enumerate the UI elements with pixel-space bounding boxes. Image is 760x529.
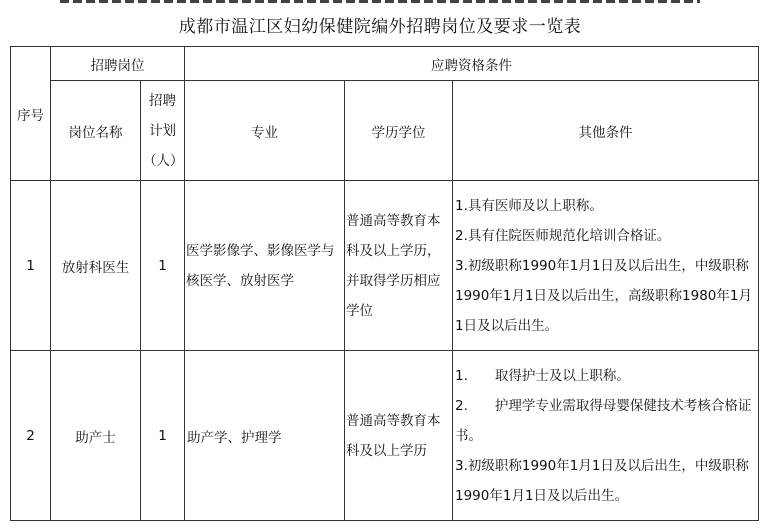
cell-seq: 2 xyxy=(11,351,51,521)
header-qualification-group: 应聘资格条件 xyxy=(185,47,759,81)
page-title: 成都市温江区妇幼保健院编外招聘岗位及要求一览表 xyxy=(178,17,582,37)
cropped-header-text xyxy=(60,0,700,3)
table-row xyxy=(11,351,759,521)
header-seq: 序号 xyxy=(11,47,51,181)
condition-line: 3.初级职称1990年1月1日及以后出生，中级职称1990年1月1日及以后出生，高级职称1980年1月1日及以后出生。 xyxy=(455,257,752,334)
cell-conditions xyxy=(453,181,759,351)
cell-count: 1 xyxy=(141,181,185,351)
cell-conditions xyxy=(453,351,759,521)
table-row xyxy=(11,181,759,351)
header-plan-count: 招聘计划（人） xyxy=(141,81,185,181)
condition-line: 2. 护理学专业需取得母婴保健技术考核合格证书。 xyxy=(455,397,752,444)
recruitment-table xyxy=(10,46,759,521)
cell-major: 助产学、护理学 xyxy=(185,351,345,521)
header-post-name: 岗位名称 xyxy=(51,81,141,181)
cell-seq: 1 xyxy=(11,181,51,351)
condition-line: 2.具有住院医师规范化培训合格证。 xyxy=(455,227,671,244)
cell-post: 助产士 xyxy=(51,351,141,521)
header-other: 其他条件 xyxy=(453,81,759,181)
condition-line: 1.具有医师及以上职称。 xyxy=(455,197,603,214)
cell-degree: 普通高等教育本科及以上学历 xyxy=(345,351,453,521)
header-degree: 学历学位 xyxy=(345,81,453,181)
cell-degree: 普通高等教育本科及以上学历，并取得学历相应学位 xyxy=(345,181,453,351)
cell-post: 放射科医生 xyxy=(51,181,141,351)
cell-count: 1 xyxy=(141,351,185,521)
header-major: 专业 xyxy=(185,81,345,181)
condition-line: 1. 取得护士及以上职称。 xyxy=(455,367,630,384)
cell-major: 医学影像学、影像医学与核医学、放射医学 xyxy=(185,181,345,351)
header-post-group: 招聘岗位 xyxy=(51,47,185,81)
condition-line: 3.初级职称1990年1月1日及以后出生，中级职称1990年1月1日及以后出生。 xyxy=(455,457,749,504)
